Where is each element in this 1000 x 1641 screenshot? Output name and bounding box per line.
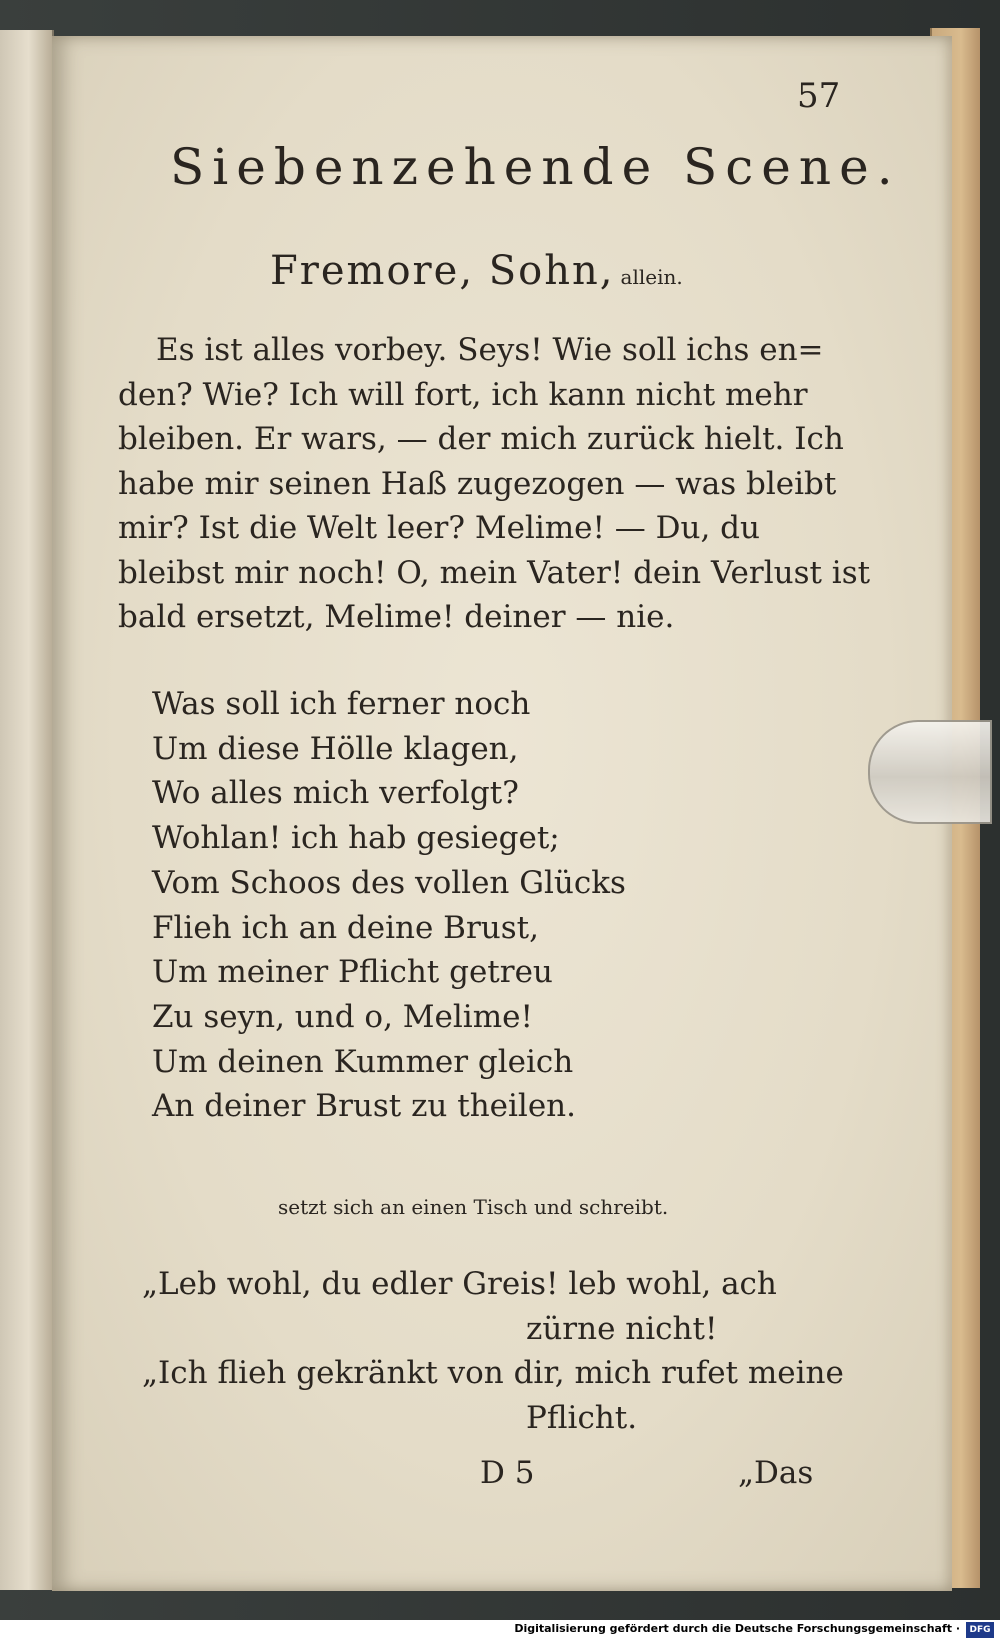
verse-line: An deiner Brust zu theilen.: [152, 1088, 576, 1125]
page-number: 57: [797, 76, 841, 116]
verse-line: Um diese Hölle klagen,: [152, 730, 519, 767]
prose-line: den? Wie? Ich will fort, ich kann nicht mehr: [118, 376, 808, 413]
verse-line: Zu seyn, und o, Melime!: [152, 998, 533, 1035]
signature-mark: D 5: [480, 1455, 535, 1491]
prose-line: habe mir seinen Haß zugezogen — was bleibt: [118, 465, 837, 502]
verse-block: [152, 682, 626, 1129]
verse-line: Vom Schoos des vollen Glücks: [152, 864, 626, 901]
footer-credit: Digitalisierung gefördert durch die Deutsche Forschungsgemeinschaft ·: [514, 1622, 960, 1635]
dfg-logo: DFG: [966, 1622, 994, 1638]
letter-block: [142, 1262, 844, 1440]
scene-title: Siebenzehende Scene.: [170, 138, 901, 196]
character-note: allein.: [620, 265, 683, 289]
letter-line: zürne nicht!: [526, 1310, 718, 1347]
verse-line: Was soll ich ferner noch: [152, 686, 531, 722]
verse-line: Um meiner Pflicht getreu: [152, 954, 553, 991]
letter-line: „Ich flieh gekränkt von dir, mich rufet meine: [142, 1355, 844, 1391]
verse-line: Flieh ich an deine Brust,: [152, 909, 539, 946]
prose-line: Es ist alles vorbey. Seys! Wie soll ichs en=: [156, 332, 824, 368]
previous-page-edge: [0, 30, 54, 1590]
verse-line: Wohlan! ich hab gesieget;: [152, 820, 560, 857]
prose-line: bleiben. Er wars, — der mich zurück hielt. Ich: [118, 421, 844, 457]
verse-line: Um deinen Kummer gleich: [152, 1043, 574, 1080]
footer-bar: [0, 1620, 1000, 1641]
prose-line: bleibst mir noch! O, mein Vater! dein Verlust ist: [118, 554, 871, 591]
letter-line: Pflicht.: [526, 1399, 638, 1436]
page-clip: [868, 720, 992, 824]
character-names: Fremore, Sohn,: [270, 248, 615, 294]
prose-block: [118, 328, 870, 640]
stage-direction: setzt sich an einen Tisch und schreibt.: [278, 1195, 669, 1219]
letter-line: „Leb wohl, du edler Greis! leb wohl, ach: [142, 1266, 777, 1302]
prose-line: bald ersetzt, Melime! deiner — nie.: [118, 599, 675, 635]
catchword: „Das: [738, 1455, 814, 1491]
verse-line: Wo alles mich verfolgt?: [152, 775, 519, 812]
prose-line: mir? Ist die Welt leer? Melime! — Du, du: [118, 510, 760, 546]
character-line: [270, 248, 683, 294]
